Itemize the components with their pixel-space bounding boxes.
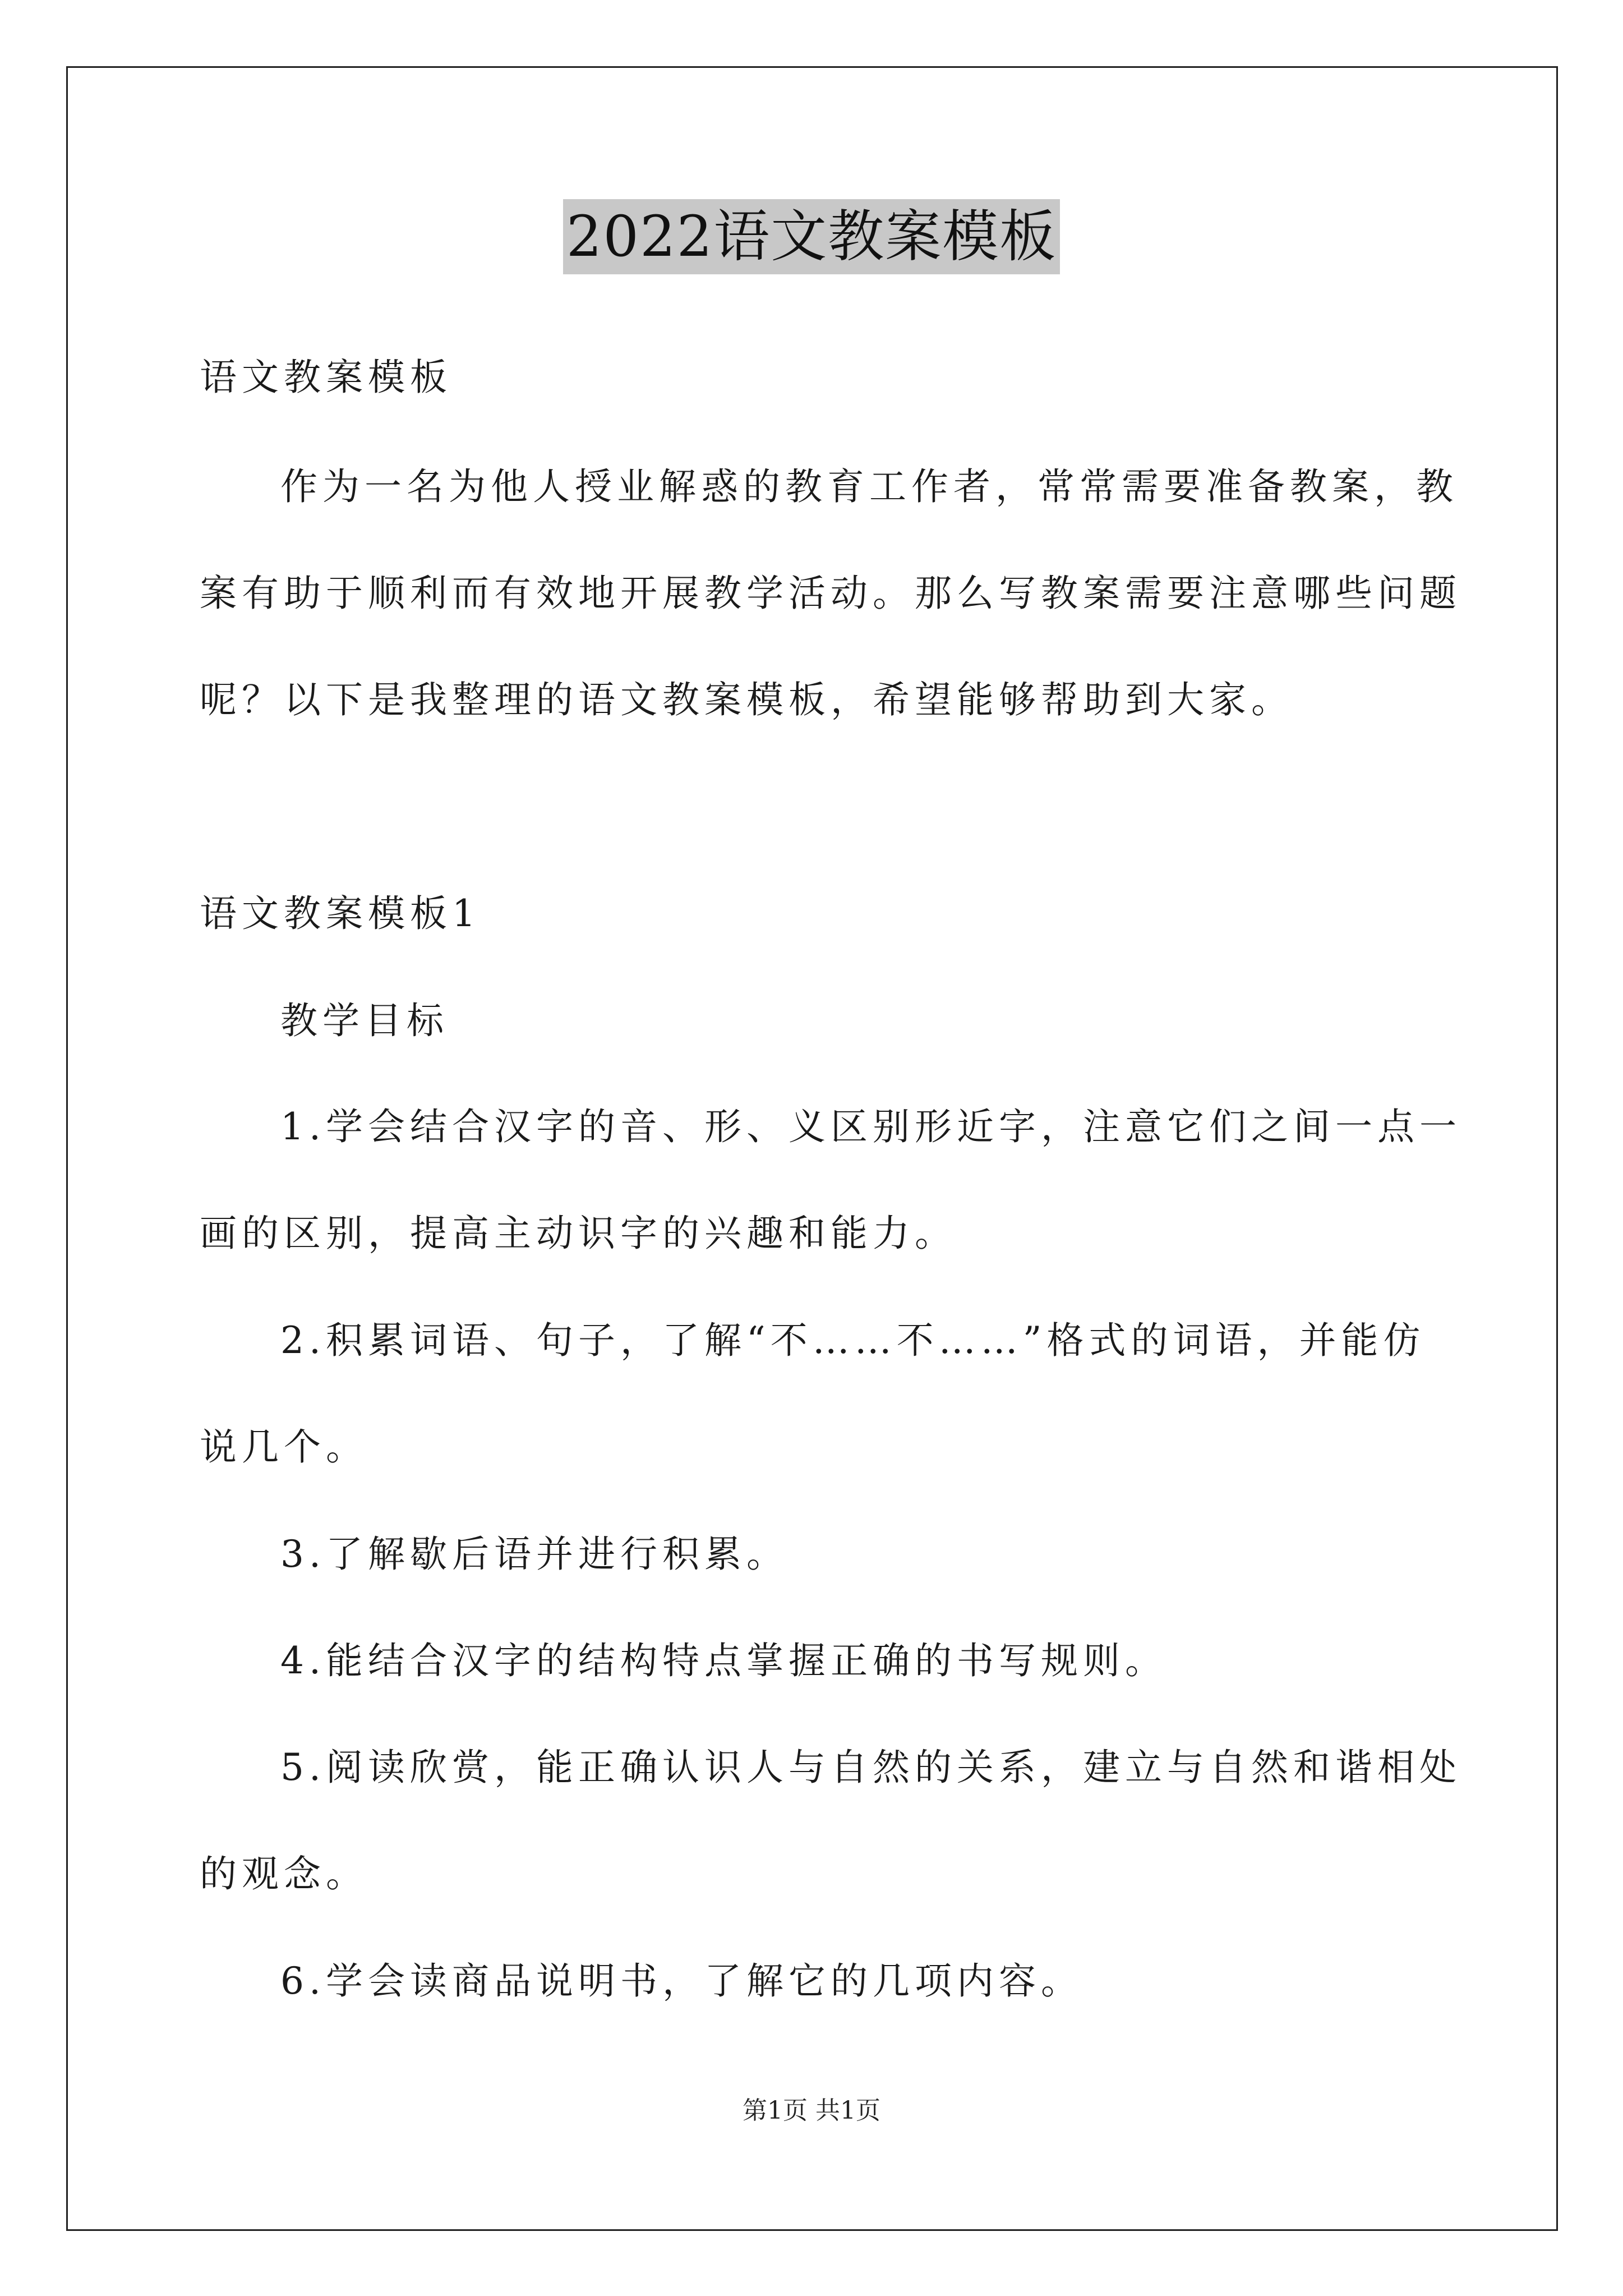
document-heading: 语文教案模板 bbox=[200, 356, 452, 399]
objective-line: 4.能结合汉字的结构特点掌握正确的书写规则。 bbox=[280, 1639, 1167, 1682]
objective-line: 6.学会读商品说明书，了解它的几项内容。 bbox=[280, 1959, 1083, 2003]
subsection-title: 教学目标 bbox=[280, 999, 449, 1042]
objective-line: 的观念。 bbox=[200, 1852, 368, 1895]
section-title: 语文教案模板1 bbox=[200, 892, 481, 935]
objective-line: 5.阅读欣赏，能正确认识人与自然的关系，建立与自然和谐相处 bbox=[280, 1746, 1461, 1789]
title-container bbox=[0, 199, 1623, 274]
objective-line: 3.了解歇后语并进行积累。 bbox=[280, 1533, 789, 1576]
intro-paragraph-line: 作为一名为他人授业解惑的教育工作者，常常需要准备教案，教 bbox=[280, 465, 1458, 508]
objective-line: 1.学会结合汉字的音、形、义区别形近字，注意它们之间一点一 bbox=[280, 1105, 1461, 1148]
intro-paragraph-line: 案有助于顺利而有效地开展教学活动。那么写教案需要注意哪些问题 bbox=[200, 572, 1461, 615]
objective-line: 2.积累词语、句子，了解“不……不……”格式的词语，并能仿 bbox=[280, 1319, 1426, 1362]
document-title: 2022语文教案模板 bbox=[563, 199, 1061, 274]
page-footer: 第1页 共1页 bbox=[743, 2096, 880, 2125]
objective-line: 画的区别，提高主动识字的兴趣和能力。 bbox=[200, 1212, 957, 1255]
intro-paragraph-line: 呢？以下是我整理的语文教案模板，希望能够帮助到大家。 bbox=[200, 678, 1293, 721]
objective-line: 说几个。 bbox=[200, 1425, 368, 1469]
